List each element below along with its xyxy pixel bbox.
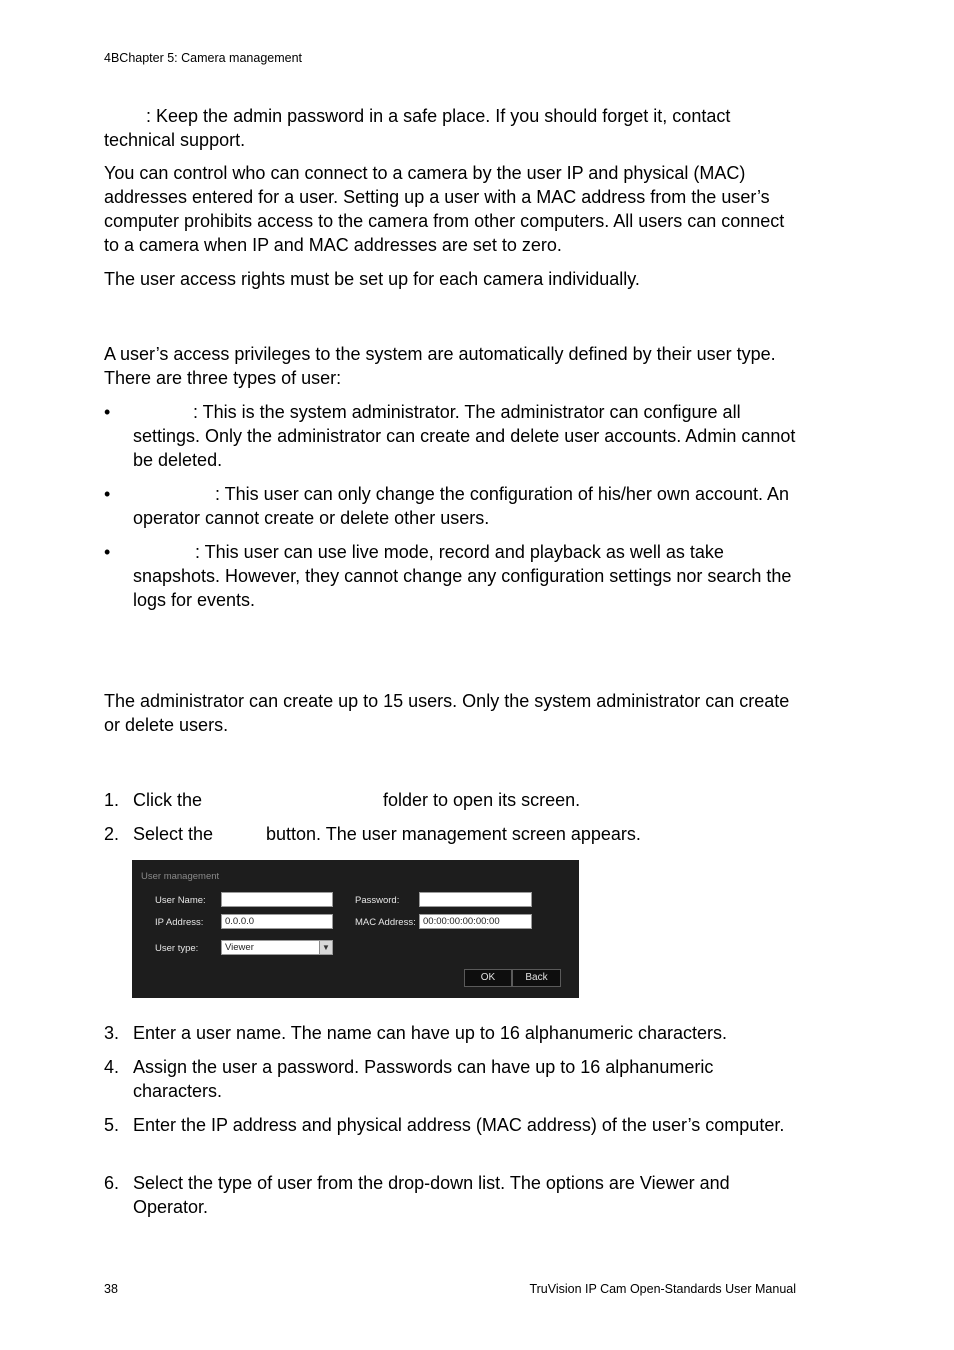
page-number: 38: [104, 1282, 118, 1296]
step-number: 4.: [104, 1057, 120, 1077]
step-2-text-a: Select the: [133, 824, 214, 844]
password-label: Password:: [355, 895, 400, 906]
user-type-select[interactable]: [221, 940, 333, 955]
rights-paragraph: The user access rights must be set up for each camera individually.: [104, 269, 640, 289]
bullet-operator-symbol: •: [104, 484, 111, 504]
user-type-label: User type:: [155, 943, 199, 954]
admin-paragraph: The administrator can create up to 15 users. Only the system administrator can create or delete users.: [104, 691, 790, 735]
step-number: 1.: [104, 790, 120, 810]
bullet-operator: : This user can only change the configuration of his/her own account. An operator cannot create or delete other users.: [133, 484, 790, 528]
running-header: 4BChapter 5: Camera management: [104, 51, 303, 65]
user-management-screenshot: [132, 860, 579, 998]
privileges-paragraph: A user’s access privileges to the system are automatically defined by their user type. There are three types of user:: [104, 344, 776, 388]
step-1-text-b: folder to open its screen.: [383, 790, 581, 810]
user-name-label: User Name:: [155, 895, 206, 906]
step-number: 3.: [104, 1023, 120, 1043]
user-type-value: Viewer: [225, 942, 254, 953]
ip-address-label: IP Address:: [155, 917, 204, 928]
control-paragraph: You can control who can connect to a camera by the user IP and physical (MAC) addresses entered for a user. Setting up a user with a MAC address from the user’s computer prohibits access to the camera from other computers. All users can connect to a camera when IP and MAC addresses are set to zero.: [104, 163, 785, 255]
bullet-viewer: : This user can use live mode, record and playback as well as take snapshots. However, they cannot change any configuration settings nor search the logs for events.: [133, 542, 792, 610]
note-paragraph: : Keep the admin password in a safe place. If you should forget it, contact technical support.: [104, 106, 731, 150]
step-6-text: Select the type of user from the drop-down list. The options are Viewer and Operator.: [133, 1173, 730, 1217]
step-number: 5.: [104, 1115, 120, 1135]
step-5-text: Enter the IP address and physical address (MAC address) of the user’s computer.: [133, 1115, 785, 1135]
mac-address-label: MAC Address:: [355, 917, 416, 928]
back-button[interactable]: Back: [512, 969, 561, 987]
bullet-admin-symbol: •: [104, 402, 111, 422]
bullet-viewer-symbol: •: [104, 542, 111, 562]
ip-address-field[interactable]: 0.0.0.0: [221, 914, 333, 929]
password-field[interactable]: [419, 892, 532, 907]
step-4-text: Assign the user a password. Passwords can have up to 16 alphanumeric characters.: [133, 1057, 714, 1101]
bullet-admin: : This is the system administrator. The administrator can configure all settings. Only the administrator can create and delete user accounts. Admin cannot be deleted.: [133, 402, 796, 470]
step-1-text-a: Click the: [133, 790, 203, 810]
step-3-text: Enter a user name. The name can have up to 16 alphanumeric characters.: [133, 1023, 728, 1043]
step-number: 6.: [104, 1173, 120, 1193]
user-name-field[interactable]: [221, 892, 333, 907]
step-2-text-b: button. The user management screen appears.: [266, 824, 641, 844]
ok-button[interactable]: OK: [464, 969, 512, 987]
step-number: 2.: [104, 824, 120, 844]
panel-title: User management: [141, 871, 220, 882]
mac-address-field[interactable]: 00:00:00:00:00:00: [419, 914, 532, 929]
chevron-down-icon[interactable]: ▼: [319, 941, 332, 954]
manual-title: TruVision IP Cam Open-Standards User Manual: [529, 1282, 796, 1296]
